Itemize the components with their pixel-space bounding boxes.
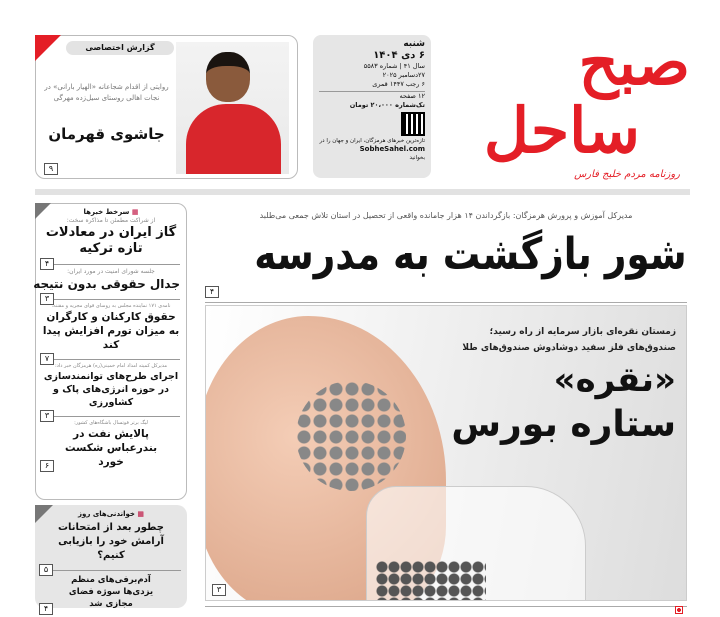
masthead-title-line2: ساحل — [483, 94, 640, 167]
readable-title: چطور بعد از امتحانات آرامش خود را بازیابی کنیم؟ — [57, 522, 164, 561]
headline-item[interactable] — [42, 303, 180, 363]
photo-story-headline-1: «نقره» — [553, 360, 676, 400]
footer-marker-icon — [675, 606, 683, 614]
headline-kicker: مدیرکل کمیته امداد امام خمینی(ره) هرمزگان خبر داد: — [54, 363, 168, 369]
headline-title: پالایش نفت در بندرعباس شکست خورد — [64, 428, 158, 468]
grid-icon: ▦ — [137, 510, 145, 518]
headline-title: گاز ایران در معادلات تازه ترکیه — [45, 225, 177, 256]
page-badge: ۴ — [40, 258, 54, 270]
feature-photo — [176, 42, 289, 174]
masthead-logo — [435, 26, 690, 188]
photo-story-kicker-1: زمستان نقره‌ای بازار سرمایه از راه رسید؛ — [489, 327, 676, 337]
masthead-title-line1: صبح — [578, 26, 690, 99]
qr-code[interactable] — [401, 112, 425, 136]
website-link[interactable]: SobheSahel.com — [359, 145, 425, 153]
feature-headline: جاشوی قهرمان — [48, 125, 165, 143]
page-badge: ۶ — [40, 460, 54, 472]
headline-item[interactable] — [33, 268, 180, 303]
main-story-headline[interactable]: شور بازگشت به مدرسه — [254, 229, 687, 280]
issue-number: سال ۴۱ | شماره ۵۵۸۳ — [363, 62, 425, 70]
photo-story[interactable] — [205, 305, 687, 601]
feature-story-card[interactable] — [35, 35, 298, 179]
headline-item[interactable] — [42, 363, 180, 420]
issue-date: ۶ دی ۱۴۰۴ — [373, 50, 425, 61]
headline-kicker: جلسه شورای امنیت در مورد ایران: — [67, 268, 155, 275]
issue-gregorian-date: ۲۷دسامبر ۲۰۲۵ — [382, 71, 425, 79]
headline-item[interactable] — [42, 420, 180, 476]
readables-box-label: خواندنی‌های روز — [77, 510, 135, 518]
page-badge: ۷ — [40, 353, 54, 365]
readables-box — [35, 505, 187, 613]
price: تک‌شماره ۲۰،۰۰۰ تومان — [349, 101, 425, 109]
headline-kicker: لیگ برتر فوتسال باشگاه‌های کشور: — [74, 420, 148, 426]
issue-hijri-date: ۶ رجب ۱۴۴۷ قمری — [319, 80, 425, 92]
issue-day: شنبه — [403, 39, 425, 49]
headline-title: جدال حقوقی بدون نتیجه — [33, 277, 180, 291]
feature-subtitle: روایتی از اقدام شجاعانه «الهیار بارانی» در نجات اهالی روستای سیل‌زده مهرگی — [44, 83, 169, 102]
page-badge: ۳ — [212, 584, 226, 596]
headline-item[interactable] — [42, 217, 180, 268]
page-badge: ۳ — [40, 410, 54, 422]
page-badge: ۹ — [44, 163, 58, 175]
grid-icon: ▦ — [131, 208, 139, 216]
headline-title: حقوق کارکنان و کارگران به میزان تورم افزایش پیدا کند — [42, 311, 180, 351]
readable-item[interactable] — [41, 519, 181, 574]
page-badge: ۵ — [39, 564, 53, 576]
masthead-divider — [35, 189, 690, 195]
readable-title: آدم‌برفی‌های منظم یزدی‌ها سوژه فضای مجازی شد — [68, 575, 154, 609]
headline-title: اجرای طرح‌های توانمندسازی در حوزه انرژی‌های پاک و کشاورزی — [43, 371, 179, 408]
silver-balls-photo — [296, 381, 406, 491]
page-count: ۱۲ صفحه — [399, 92, 425, 100]
page-badge: ۴ — [205, 286, 219, 298]
page-badge: ۴ — [39, 603, 53, 615]
bottom-divider — [205, 606, 687, 607]
card-corner-fold — [35, 35, 61, 61]
headlines-box-label: سرخط خبرها — [83, 208, 130, 216]
page-badge: ۳ — [40, 293, 54, 305]
headline-kicker: نامه‌ی ۱۷۱ نماینده مجلس به روسای قوای مجریه و مقننه: — [51, 303, 171, 309]
photo-story-kicker-2: صندوق‌های فلز سفید دوشادوش صندوق‌های طلا — [462, 343, 676, 353]
qr-caption: تازه‌ترین خبرهای هرمزگان، ایران و جهان را در — [319, 138, 425, 144]
masthead-tagline: روزنامه مردم خلیج فارس — [574, 169, 680, 180]
silver-pile-photo — [376, 561, 486, 601]
qr-caption-end: بخوانید — [409, 155, 425, 161]
readable-item[interactable] — [41, 574, 181, 617]
main-story-divider — [205, 302, 687, 303]
headline-kicker: از شراکت مطمئن تا مذاکره سخت: — [66, 217, 156, 224]
issue-info-box — [313, 35, 431, 178]
feature-label: گزارش اختصاصی — [66, 41, 174, 55]
headlines-box — [35, 203, 187, 500]
main-story-kicker: مدیرکل آموزش و پرورش هرمزگان: بازگرداندن ۱۴ هزار جامانده واقعی از تحصیل در استان تلاش جمعی می‌طلبد — [259, 211, 633, 220]
photo-story-headline-2: ستاره بورس — [451, 404, 676, 445]
